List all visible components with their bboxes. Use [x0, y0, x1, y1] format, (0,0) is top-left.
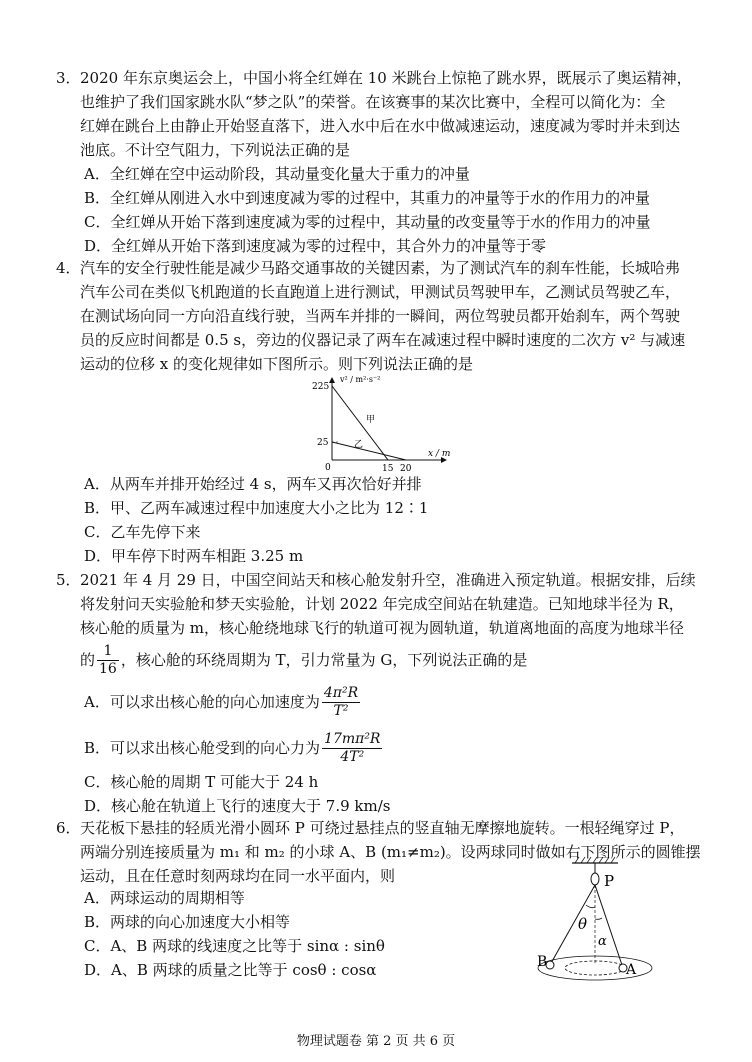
question-4-text-line: 员的反应时间都是 0.5 s，旁边的仪器记录了两车在减速过程中瞬时速度的二次方 v² 与减速	[80, 331, 686, 349]
question-5-option-b	[84, 728, 384, 768]
question-6-option-d: D．A、B 两球的质量之比等于 cosθ : cosα	[84, 961, 377, 979]
question-6-text-line: 运动，且在任意时刻两球均在同一水平面内，则	[80, 867, 396, 885]
page-footer: 物理试题卷 第 2 页 共 6 页	[296, 1034, 456, 1049]
question-5-option-d: D．核心舱在轨道上飞行的速度大于 7.9 km/s	[84, 797, 391, 815]
conical-pendulum-figure	[520, 855, 670, 985]
graph-y-tick-225: 225	[312, 382, 330, 392]
question-4-option-c: C．乙车先停下来	[84, 523, 201, 541]
question-5-text-line: 核心舱的质量为 m，核心舱绕地球飞行的轨道可视为圆轨道，轨道离地面的高度为地球半径	[80, 619, 684, 637]
question-5-text-line: 将发射问天实验舱和梦天实验舱，计划 2022 年完成空间站在轨建造。已知地球半径为 R，	[80, 595, 684, 613]
graph-line-yi	[332, 442, 406, 460]
q5-option-b-denominator: 4T²	[340, 748, 365, 765]
string-to-B	[550, 885, 595, 965]
question-5-option-c: C．核心舱的周期 T 可能大于 24 h	[84, 773, 319, 791]
question-5-option-a	[84, 682, 362, 722]
question-4-text-line: 汽车公司在类似飞机跑道的长直跑道上进行测试，甲测试员驾驶甲车，乙测试员驾驶乙车，	[80, 283, 681, 301]
question-6-text-line: 天花板下悬挂的轻质光滑小圆环 P 可绕过悬挂点的竖直轴无摩擦地旋转。一根轻绳穿过 P，	[80, 819, 685, 837]
q5-fraction-denominator: 16	[99, 660, 117, 677]
question-4-text-line: 汽车的安全行驶性能是减少马路交通事故的关键因素，为了测试汽车的刹车性能，长城哈弗	[80, 259, 681, 277]
q5-option-a-text: A．可以求出核心舱的向心加速度为	[84, 693, 320, 711]
q5-option-b-text: B．可以求出核心舱受到的向心力为	[84, 739, 321, 757]
ceiling-hatch	[575, 857, 615, 863]
orbit-A	[565, 961, 625, 975]
q5-fraction	[97, 643, 119, 678]
question-3-text-line: 红婵在跳台上由静止开始竖直落下，进入水中后在水中做减速运动，速度减为零时并未到达	[80, 117, 681, 135]
question-6-option-c: C．A、B 两球的线速度之比等于 sinα : sinθ	[84, 937, 385, 955]
q5-fraction-numerator: 1	[97, 643, 119, 661]
q5-line4-pre: 的	[80, 651, 96, 669]
q5-option-a-denominator: T²	[333, 702, 349, 719]
question-3-option-d: D．全红婵从开始下落到速度减为零的过程中，其合外力的冲量等于零	[84, 237, 547, 255]
question-3-option-c: C．全红婵从开始下落到速度减为零的过程中，其动量的改变量等于水的作用力的冲量	[84, 213, 651, 231]
string-to-A	[595, 885, 623, 968]
question-4-number: 4．	[56, 259, 81, 277]
graph-y-tick-25: 25	[317, 438, 329, 448]
question-4-text-line: 运动的位移 x 的变化规律如下图所示。则下列说法正确的是	[80, 355, 473, 373]
question-5-number: 5．	[56, 571, 81, 589]
question-6-option-a: A．两球运动的周期相等	[84, 889, 245, 907]
graph-label-yi: 乙	[354, 440, 364, 450]
q5-option-a-fraction	[322, 685, 360, 720]
label-theta: θ	[578, 915, 588, 933]
question-3-option-a: A．全红婵在空中运动阶段，其动量变化量大于重力的冲量	[84, 165, 470, 183]
graph-x-label: x / m	[428, 449, 450, 459]
graph-label-jia: 甲	[366, 415, 376, 425]
question-6-option-b: B．两球的向心加速度大小相等	[84, 913, 291, 931]
graph-y-label: v² / m²·s⁻²	[340, 375, 381, 384]
question-6-text-line: 两端分别连接质量为 m₁ 和 m₂ 的小球 A、B (m₁≠m₂)。设两球同时做如右下图所示的圆锥摆	[80, 843, 701, 861]
question-3-option-b: B．全红婵从刚进入水中到速度减为零的过程中，其重力的冲量等于水的作用力的冲量	[84, 189, 651, 207]
label-B: B	[537, 954, 548, 970]
ring-P	[591, 873, 599, 885]
q5-option-a-numerator: 4π²R	[323, 684, 359, 701]
question-3-text-line: 2020 年东京奥运会上，中国小将全红婵在 10 米跳台上惊艳了跳水界，既展示了奥运精神，	[80, 69, 692, 87]
graph-origin-label: 0	[325, 463, 331, 473]
question-6-number: 6．	[56, 819, 81, 837]
graph-x-tick-15: 15	[382, 464, 394, 474]
question-4-option-d: D．甲车停下时两车相距 3.25 m	[84, 547, 304, 565]
velocity-squared-displacement-graph	[310, 372, 450, 477]
q5-option-b-fraction	[322, 731, 382, 766]
question-5-text-line: 2021 年 4 月 29 日，中国空间站天和核心舱发射升空，准确进入预定轨道。根据安排，后续	[80, 571, 696, 589]
question-3-text-line: 池底。不计空气阻力，下列说法正确的是	[80, 141, 351, 159]
q5-line4-post: ，核心舱的环绕周期为 T，引力常量为 G，下列说法正确的是	[120, 651, 528, 669]
question-3-text-line: 也维护了我们国家跳水队“梦之队”的荣誉。在该赛事的某次比赛中，全程可以简化为：全	[80, 93, 666, 111]
label-P: P	[604, 872, 615, 890]
question-4-option-b: B．甲、乙两车减速过程中加速度大小之比为 12∶1	[84, 499, 429, 517]
label-alpha: α	[598, 934, 607, 949]
question-4-option-a: A．从两车并排开始经过 4 s，两车又再次恰好并排	[84, 475, 422, 493]
question-4-text-line: 在测试场向同一方向沿直线行驶，当两车并排的一瞬间，两位驾驶员都开始刹车，两个驾驶	[80, 307, 681, 325]
label-A: A	[626, 962, 637, 978]
graph-x-tick-20: 20	[400, 464, 412, 474]
question-3-number: 3．	[56, 69, 81, 87]
q5-option-b-numerator: 17mπ²R	[324, 730, 381, 747]
question-5-text-line-4	[80, 638, 527, 682]
